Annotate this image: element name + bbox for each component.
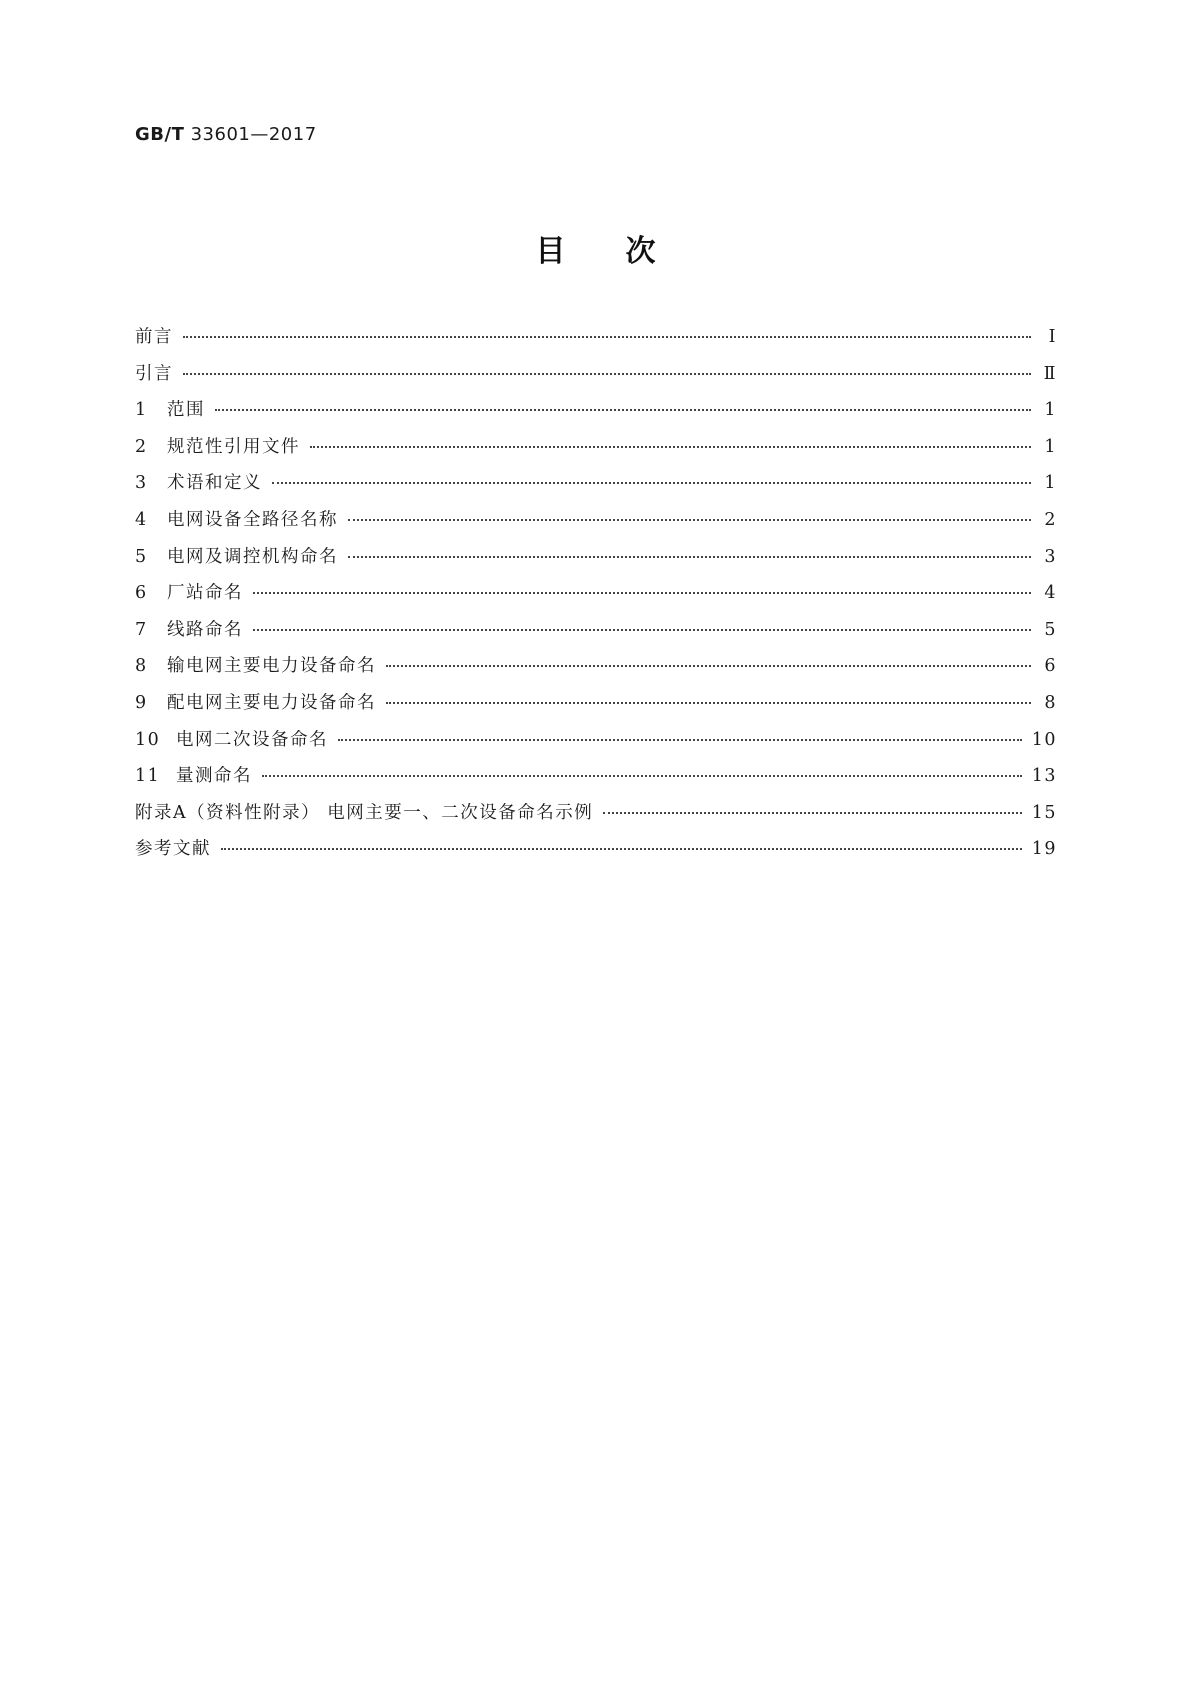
dot-leader <box>348 556 1031 558</box>
toc-entry-label: 前言 <box>135 327 173 347</box>
toc-entry-11[interactable] <box>135 762 1057 799</box>
toc-entry-4[interactable] <box>135 506 1057 543</box>
standard-code <box>135 124 317 145</box>
toc-title: 目次 <box>535 234 716 269</box>
toc-entry-page: 8 <box>1044 692 1057 713</box>
dot-leader <box>348 519 1031 521</box>
toc-entry-page: 6 <box>1044 656 1057 677</box>
toc-entry-bibliography[interactable] <box>135 835 1057 872</box>
toc-entry-page: 1 <box>1044 400 1057 421</box>
toc-entry-label: 电网设备全路径名称 <box>167 509 338 530</box>
toc-entry-label: 电网二次设备命名 <box>176 729 328 750</box>
toc-entry-number: 2 <box>135 436 148 457</box>
dot-leader <box>221 848 1022 850</box>
toc-entry-10[interactable] <box>135 726 1057 763</box>
dot-leader <box>603 812 1022 814</box>
toc-entry-9[interactable] <box>135 689 1057 726</box>
toc-entry-label: 厂站命名 <box>167 583 243 604</box>
toc-entry-number: 7 <box>135 619 148 640</box>
toc-entry-page: 3 <box>1044 546 1057 567</box>
toc-entry-number: 5 <box>135 546 148 567</box>
dot-leader <box>183 373 1031 375</box>
toc-entry-number: 3 <box>135 473 148 494</box>
table-of-contents <box>135 323 1057 872</box>
toc-entry-label: 规范性引用文件 <box>167 436 300 457</box>
dot-leader <box>310 446 1031 448</box>
toc-entry-2[interactable] <box>135 433 1057 470</box>
dot-leader <box>386 702 1031 704</box>
toc-entry-page: 10 <box>1031 729 1057 750</box>
dot-leader <box>253 629 1031 631</box>
dot-leader <box>183 336 1031 338</box>
toc-entry-number: 11 <box>135 766 161 787</box>
toc-entry-label: 参考文献 <box>135 839 211 860</box>
toc-entry-7[interactable] <box>135 616 1057 653</box>
toc-entry-foreword[interactable] <box>135 323 1057 360</box>
standard-code-prefix: GB/T <box>135 124 185 145</box>
toc-entry-page: 15 <box>1031 802 1057 823</box>
toc-entry-page: Ⅰ <box>1048 327 1057 347</box>
toc-entry-page: 13 <box>1031 766 1057 787</box>
toc-entry-6[interactable] <box>135 579 1057 616</box>
toc-entry-label: 配电网主要电力设备命名 <box>167 692 376 713</box>
toc-entry-label: 术语和定义 <box>167 473 262 494</box>
toc-entry-number: 8 <box>135 656 148 677</box>
toc-entry-8[interactable] <box>135 652 1057 689</box>
toc-entry-number: 9 <box>135 692 148 713</box>
toc-entry-5[interactable] <box>135 543 1057 580</box>
dot-leader <box>262 775 1022 777</box>
toc-entry-label: 量测命名 <box>176 766 252 787</box>
toc-entry-annex-a[interactable] <box>135 799 1057 836</box>
toc-entry-label: 引言 <box>135 363 173 384</box>
toc-entry-page: 4 <box>1044 583 1057 604</box>
dot-leader <box>253 592 1031 594</box>
dot-leader <box>215 409 1031 411</box>
toc-entry-page: 1 <box>1044 436 1057 457</box>
toc-entry-page: 19 <box>1031 839 1057 860</box>
toc-entry-number: 4 <box>135 509 148 530</box>
standard-code-number: 33601—2017 <box>190 124 317 145</box>
toc-entry-page: 2 <box>1044 509 1057 530</box>
toc-entry-label: 附录A（资料性附录） 电网主要一、二次设备命名示例 <box>135 802 594 823</box>
toc-entry-label: 输电网主要电力设备命名 <box>167 656 376 677</box>
toc-entry-page: 1 <box>1044 473 1057 494</box>
toc-entry-label: 线路命名 <box>167 619 243 640</box>
dot-leader <box>386 665 1031 667</box>
toc-entry-page: Ⅱ <box>1043 363 1057 384</box>
toc-entry-1[interactable] <box>135 396 1057 433</box>
toc-entry-number: 6 <box>135 583 148 604</box>
toc-entry-number: 1 <box>135 400 148 421</box>
dot-leader <box>338 739 1022 741</box>
toc-entry-label: 电网及调控机构命名 <box>167 546 338 567</box>
toc-entry-number: 10 <box>135 729 161 750</box>
toc-entry-introduction[interactable] <box>135 360 1057 397</box>
dot-leader <box>272 482 1031 484</box>
toc-entry-label: 范围 <box>167 400 205 421</box>
toc-entry-3[interactable] <box>135 469 1057 506</box>
toc-entry-page: 5 <box>1044 619 1057 640</box>
